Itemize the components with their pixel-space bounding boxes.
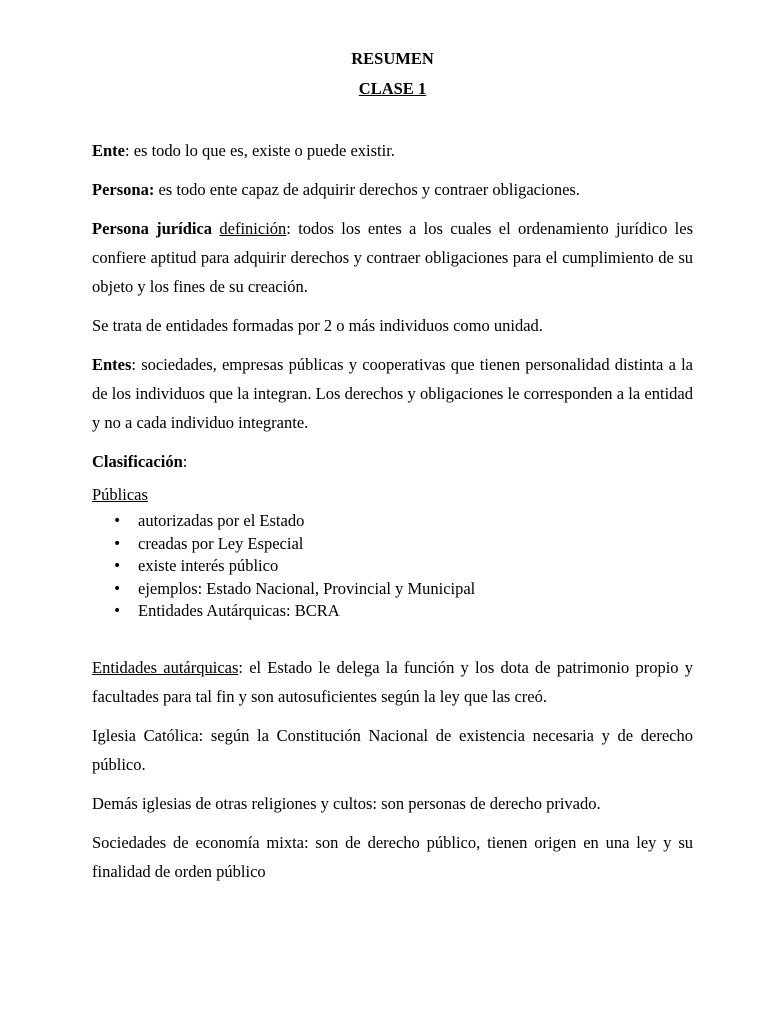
list-item: [113, 533, 693, 556]
paragraph-demas-iglesias: Demás iglesias de otras religiones y cultos: son personas de derecho privado.: [92, 793, 601, 813]
term-entidades-autarquicas: Entidades autárquicas: [92, 657, 239, 677]
text-entes: : sociedades, empresas públicas y cooperativas que tienen personalidad distinta a la de los individuos que la integran. Los derechos y obligaciones le corresponden a la entidad y no a cada individuo integrante.: [92, 355, 693, 432]
text-entidades-autarquicas: : el Estado le delega la función y los dota de patrimonio propio y facultades para tal fin y son autosuficientes según la ley que las creó.: [92, 657, 693, 706]
bullet-icon: •: [113, 558, 122, 575]
list-item-text: Entidades Autárquicas: BCRA: [138, 601, 340, 621]
paragraph-ente: [92, 136, 693, 165]
document-page: [92, 46, 693, 886]
list-item: [113, 510, 693, 533]
term-persona-juridica: Persona jurídica: [92, 219, 213, 238]
bullet-icon: •: [113, 580, 122, 597]
bullet-icon: •: [113, 603, 122, 620]
list-item: [113, 578, 693, 601]
paragraph-persona-juridica: [92, 214, 693, 301]
text-ente: : es todo lo que es, existe o puede existir.: [125, 141, 395, 160]
document-title: RESUMEN: [351, 49, 434, 68]
list-item-text: creadas por Ley Especial: [138, 533, 304, 553]
term-ente: Ente: [92, 141, 125, 160]
paragraph-persona: [92, 175, 693, 204]
list-item-text: autorizadas por el Estado: [138, 511, 305, 530]
term-entes: Entes: [92, 355, 132, 374]
paragraph-iglesia-catolica: Iglesia Católica: según la Constitución Nacional de existencia necesaria y de derecho público.: [92, 725, 693, 774]
text-clasificacion: :: [182, 452, 188, 471]
list-item-text: ejemplos: Estado Nacional, Provincial y Municipal: [138, 578, 476, 598]
bullet-icon: •: [113, 535, 122, 552]
list-item: [113, 555, 693, 578]
paragraph-entidades: Se trata de entidades formadas por 2 o más individuos como unidad.: [92, 316, 543, 335]
definicion-label: definición: [219, 219, 287, 238]
paragraph-entes: [92, 350, 693, 437]
bullet-icon: •: [113, 513, 122, 529]
paragraph-economia-mixta: Sociedades de economía mixta: son de derecho público, tienen origen en una ley y su finalidad de orden público: [92, 832, 693, 881]
heading-publicas: [92, 484, 693, 506]
term-clasificacion: Clasificación: [92, 452, 183, 471]
text-persona-juridica: : todos los entes a los cuales el ordenamiento jurídico les confiere aptitud para adquirir derechos y contraer obligaciones para el cumplimiento de su objeto y los fines de su creación.: [92, 219, 694, 296]
publicas-list: [92, 510, 693, 623]
document-subtitle: CLASE 1: [358, 79, 427, 98]
paragraph-entidades-autarquicas: [92, 653, 693, 711]
list-item-text: existe interés público: [138, 556, 279, 576]
term-persona: Persona:: [92, 180, 155, 199]
publicas-label: Públicas: [92, 485, 148, 504]
text-persona: es todo ente capaz de adquirir derechos y contraer obligaciones.: [154, 180, 580, 199]
paragraph-clasificacion: [92, 447, 693, 476]
list-item: [113, 600, 693, 623]
